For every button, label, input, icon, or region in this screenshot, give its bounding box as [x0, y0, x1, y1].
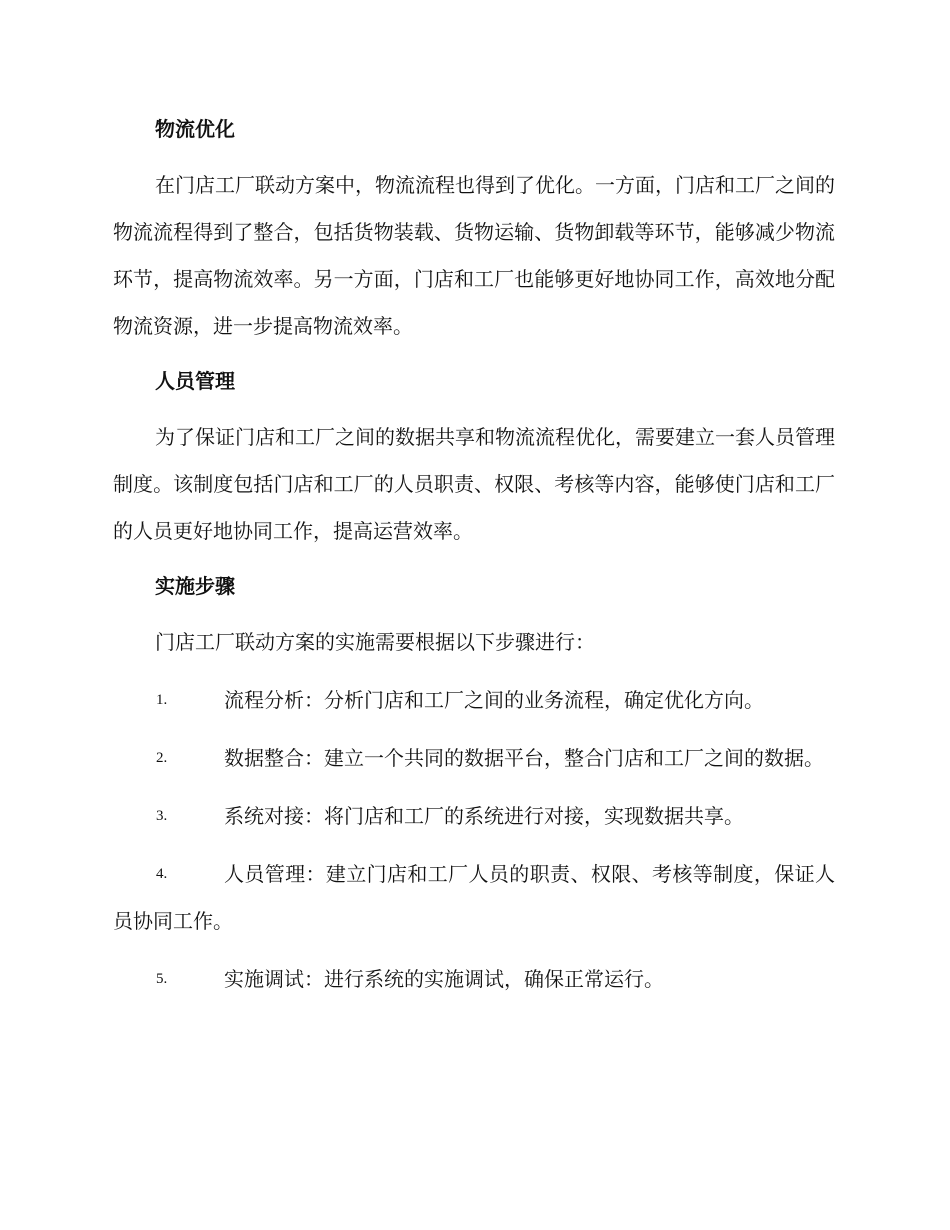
paragraph-logistics: 在门店工厂联动方案中，物流流程也得到了优化。一方面，门店和工厂之间的物流流程得到了整合，包括货物装载、货物运输、货物卸载等环节，能够减少物流环节，提高物流效率。另一方面，门店和工厂也能够更好地协同工作，高效地分配物流资源，进一步提高物流效率。 [113, 173, 835, 338]
list-item-text: 实施调试：进行系统的实施调试，确保正常运行。 [224, 967, 664, 991]
spacer [113, 724, 835, 735]
spacer [113, 151, 835, 162]
list-item-text: 流程分析：分析门店和工厂之间的业务流程，确定优化方向。 [224, 688, 764, 712]
spacer [113, 782, 835, 793]
paragraph-implementation-intro: 门店工厂联动方案的实施需要根据以下步骤进行： [155, 630, 595, 654]
list-item-step-3 [113, 793, 835, 840]
spacer [113, 555, 835, 564]
list-number: 2. [156, 750, 168, 766]
list-item-text: 人员管理：建立门店和工厂人员的职责、权限、考核等制度，保证人员协同工作。 [113, 862, 835, 933]
list-item-step-5 [113, 956, 835, 1003]
list-item-step-1 [113, 677, 835, 724]
heading-logistics: 物流优化 [155, 117, 235, 141]
list-item-text: 数据整合：建立一个共同的数据平台，整合门店和工厂之间的数据。 [224, 746, 824, 770]
spacer [113, 840, 835, 851]
list-number: 5. [156, 971, 168, 987]
list-item-step-4 [113, 851, 835, 945]
spacer [113, 666, 835, 677]
list-number: 1. [156, 692, 168, 708]
list-item-step-2 [113, 735, 835, 782]
spacer [113, 403, 835, 414]
list-item-text: 系统对接：将门店和工厂的系统进行对接，实现数据共享。 [224, 804, 744, 828]
spacer [113, 945, 835, 956]
list-number: 4. [156, 866, 168, 882]
spacer [113, 608, 835, 619]
document-body [113, 107, 835, 1003]
spacer [113, 350, 835, 359]
list-number: 3. [156, 808, 168, 824]
heading-personnel: 人员管理 [155, 369, 235, 393]
heading-implementation: 实施步骤 [155, 574, 235, 598]
paragraph-personnel: 为了保证门店和工厂之间的数据共享和物流流程优化，需要建立一套人员管理制度。该制度包括门店和工厂的人员职责、权限、考核等内容，能够使门店和工厂的人员更好地协同工作，提高运营效率。 [113, 425, 835, 543]
